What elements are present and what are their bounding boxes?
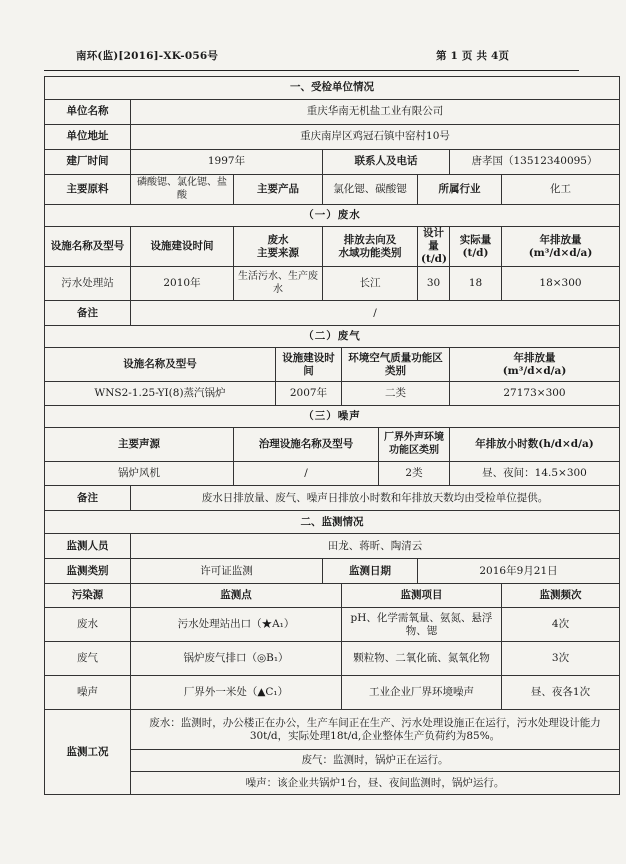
ww-actual: 18 — [450, 267, 502, 301]
mon-items: 颗粒物、二氧化硫、氮氧化物 — [342, 642, 502, 676]
ww-design: 30 — [418, 267, 450, 301]
conditions-wastewater: 废水：监测时，办公楼正在办公，生产车间正在生产、污水处理设施正在运行，污水处理设计能力30t/d，实际处理18t/d,企业整体生产负荷约为85%。 — [131, 710, 620, 750]
mon-freq: 4次 — [502, 608, 620, 642]
wastewater-title: （一）废水 — [45, 205, 620, 227]
ns-remark-value: 废水日排放量、废气、噪声日排放小时数和年排放天数均由受检单位提供。 — [131, 486, 620, 511]
mon-header-point: 监测点 — [131, 584, 342, 608]
unit-name-value: 重庆华南无机盐工业有限公司 — [131, 100, 620, 125]
built-value: 1997年 — [131, 150, 323, 175]
ex-header-facility: 设施名称及型号 — [45, 348, 276, 382]
date-value: 2016年9月21日 — [418, 559, 620, 584]
mon-point: 锅炉废气排口（◎B₁） — [131, 642, 342, 676]
ww-header-facility: 设施名称及型号 — [45, 227, 131, 267]
section2-title: 二、监测情况 — [45, 511, 620, 534]
ex-facility: WNS2-1.25-YI(8)蒸汽锅炉 — [45, 382, 276, 406]
mon-source: 噪声 — [45, 676, 131, 710]
products-label: 主要产品 — [234, 175, 323, 205]
ww-remark-label: 备注 — [45, 301, 131, 326]
ex-built: 2007年 — [276, 382, 342, 406]
mon-point: 厂界外一米处（▲C₁） — [131, 676, 342, 710]
ww-header-source: 废水 主要来源 — [234, 227, 323, 267]
ww-header-discharge: 排放去向及 水域功能类别 — [323, 227, 418, 267]
type-value: 许可证监测 — [131, 559, 323, 584]
address-label: 单位地址 — [45, 125, 131, 150]
ww-remark-value: / — [131, 301, 620, 326]
mon-header-source: 污染源 — [45, 584, 131, 608]
page-info: 第 1 页 共 4页 — [436, 50, 510, 62]
ex-header-zone: 环境空气质量功能区类别 — [342, 348, 450, 382]
ns-header-hours: 年排放小时数(h/d×d/a) — [450, 428, 620, 462]
ww-facility: 污水处理站 — [45, 267, 131, 301]
contact-label: 联系人及电话 — [323, 150, 450, 175]
products-value: 氯化锶、碳酸锶 — [323, 175, 418, 205]
conditions-noise: 噪声：该企业共锅炉1台，昼、夜间监测时，锅炉运行。 — [131, 772, 620, 795]
ww-header-actual: 实际量 (t/d) — [450, 227, 502, 267]
mon-items: 工业企业厂界环境噪声 — [342, 676, 502, 710]
date-label: 监测日期 — [323, 559, 418, 584]
mon-freq: 3次 — [502, 642, 620, 676]
ww-discharge: 长江 — [323, 267, 418, 301]
mon-source: 废气 — [45, 642, 131, 676]
mon-header-freq: 监测频次 — [502, 584, 620, 608]
ns-header-facility: 治理设施名称及型号 — [234, 428, 379, 462]
conditions-label: 监测工况 — [45, 710, 131, 795]
ww-header-built: 设施建设时间 — [131, 227, 234, 267]
ex-header-built: 设施建设时间 — [276, 348, 342, 382]
address-value: 重庆南岸区鸡冠石镇中窑村10号 — [131, 125, 620, 150]
ns-facility: / — [234, 462, 379, 486]
table-row — [45, 642, 620, 676]
noise-title: （三）噪声 — [45, 406, 620, 428]
ww-annual: 18×300 — [502, 267, 620, 301]
ns-remark-label: 备注 — [45, 486, 131, 511]
table-row — [45, 608, 620, 642]
type-label: 监测类别 — [45, 559, 131, 584]
inspection-table — [44, 76, 620, 795]
industry-value: 化工 — [502, 175, 620, 205]
mon-freq: 昼、夜各1次 — [502, 676, 620, 710]
conditions-exhaust: 废气：监测时，锅炉正在运行。 — [131, 750, 620, 772]
contact-value: 唐孝国（13512340095） — [450, 150, 620, 175]
ns-source: 锅炉风机 — [45, 462, 234, 486]
unit-name-label: 单位名称 — [45, 100, 131, 125]
mon-point: 污水处理站出口（★A₁） — [131, 608, 342, 642]
mon-items: pH、化学需氧量、氨氮、悬浮物、锶 — [342, 608, 502, 642]
header-rule — [44, 70, 579, 71]
industry-label: 所属行业 — [418, 175, 502, 205]
mon-source: 废水 — [45, 608, 131, 642]
ns-zone: 2类 — [379, 462, 450, 486]
ns-header-zone: 厂界外声环境功能区类别 — [379, 428, 450, 462]
ns-hours: 昼、夜间：14.5×300 — [450, 462, 620, 486]
ex-header-annual: 年排放量 (m³/d×d/a) — [450, 348, 620, 382]
mon-header-items: 监测项目 — [342, 584, 502, 608]
ex-annual: 27173×300 — [450, 382, 620, 406]
ww-header-annual: 年排放量 (m³/d×d/a) — [502, 227, 620, 267]
ww-source: 生活污水、生产废水 — [234, 267, 323, 301]
raw-materials-value: 磷酸锶、氯化锶、盐酸 — [131, 175, 234, 205]
built-label: 建厂时间 — [45, 150, 131, 175]
ww-built: 2010年 — [131, 267, 234, 301]
staff-label: 监测人员 — [45, 534, 131, 559]
ex-zone: 二类 — [342, 382, 450, 406]
section1-title: 一、受检单位情况 — [45, 77, 620, 100]
doc-number: 南环(监)[2016]-XK-056号 — [76, 50, 219, 62]
table-row — [45, 676, 620, 710]
ns-header-source: 主要声源 — [45, 428, 234, 462]
raw-materials-label: 主要原料 — [45, 175, 131, 205]
exhaust-title: （二）废气 — [45, 326, 620, 348]
staff-value: 田龙、蒋昕、陶清云 — [131, 534, 620, 559]
ww-header-design: 设计量 (t/d) — [418, 227, 450, 267]
